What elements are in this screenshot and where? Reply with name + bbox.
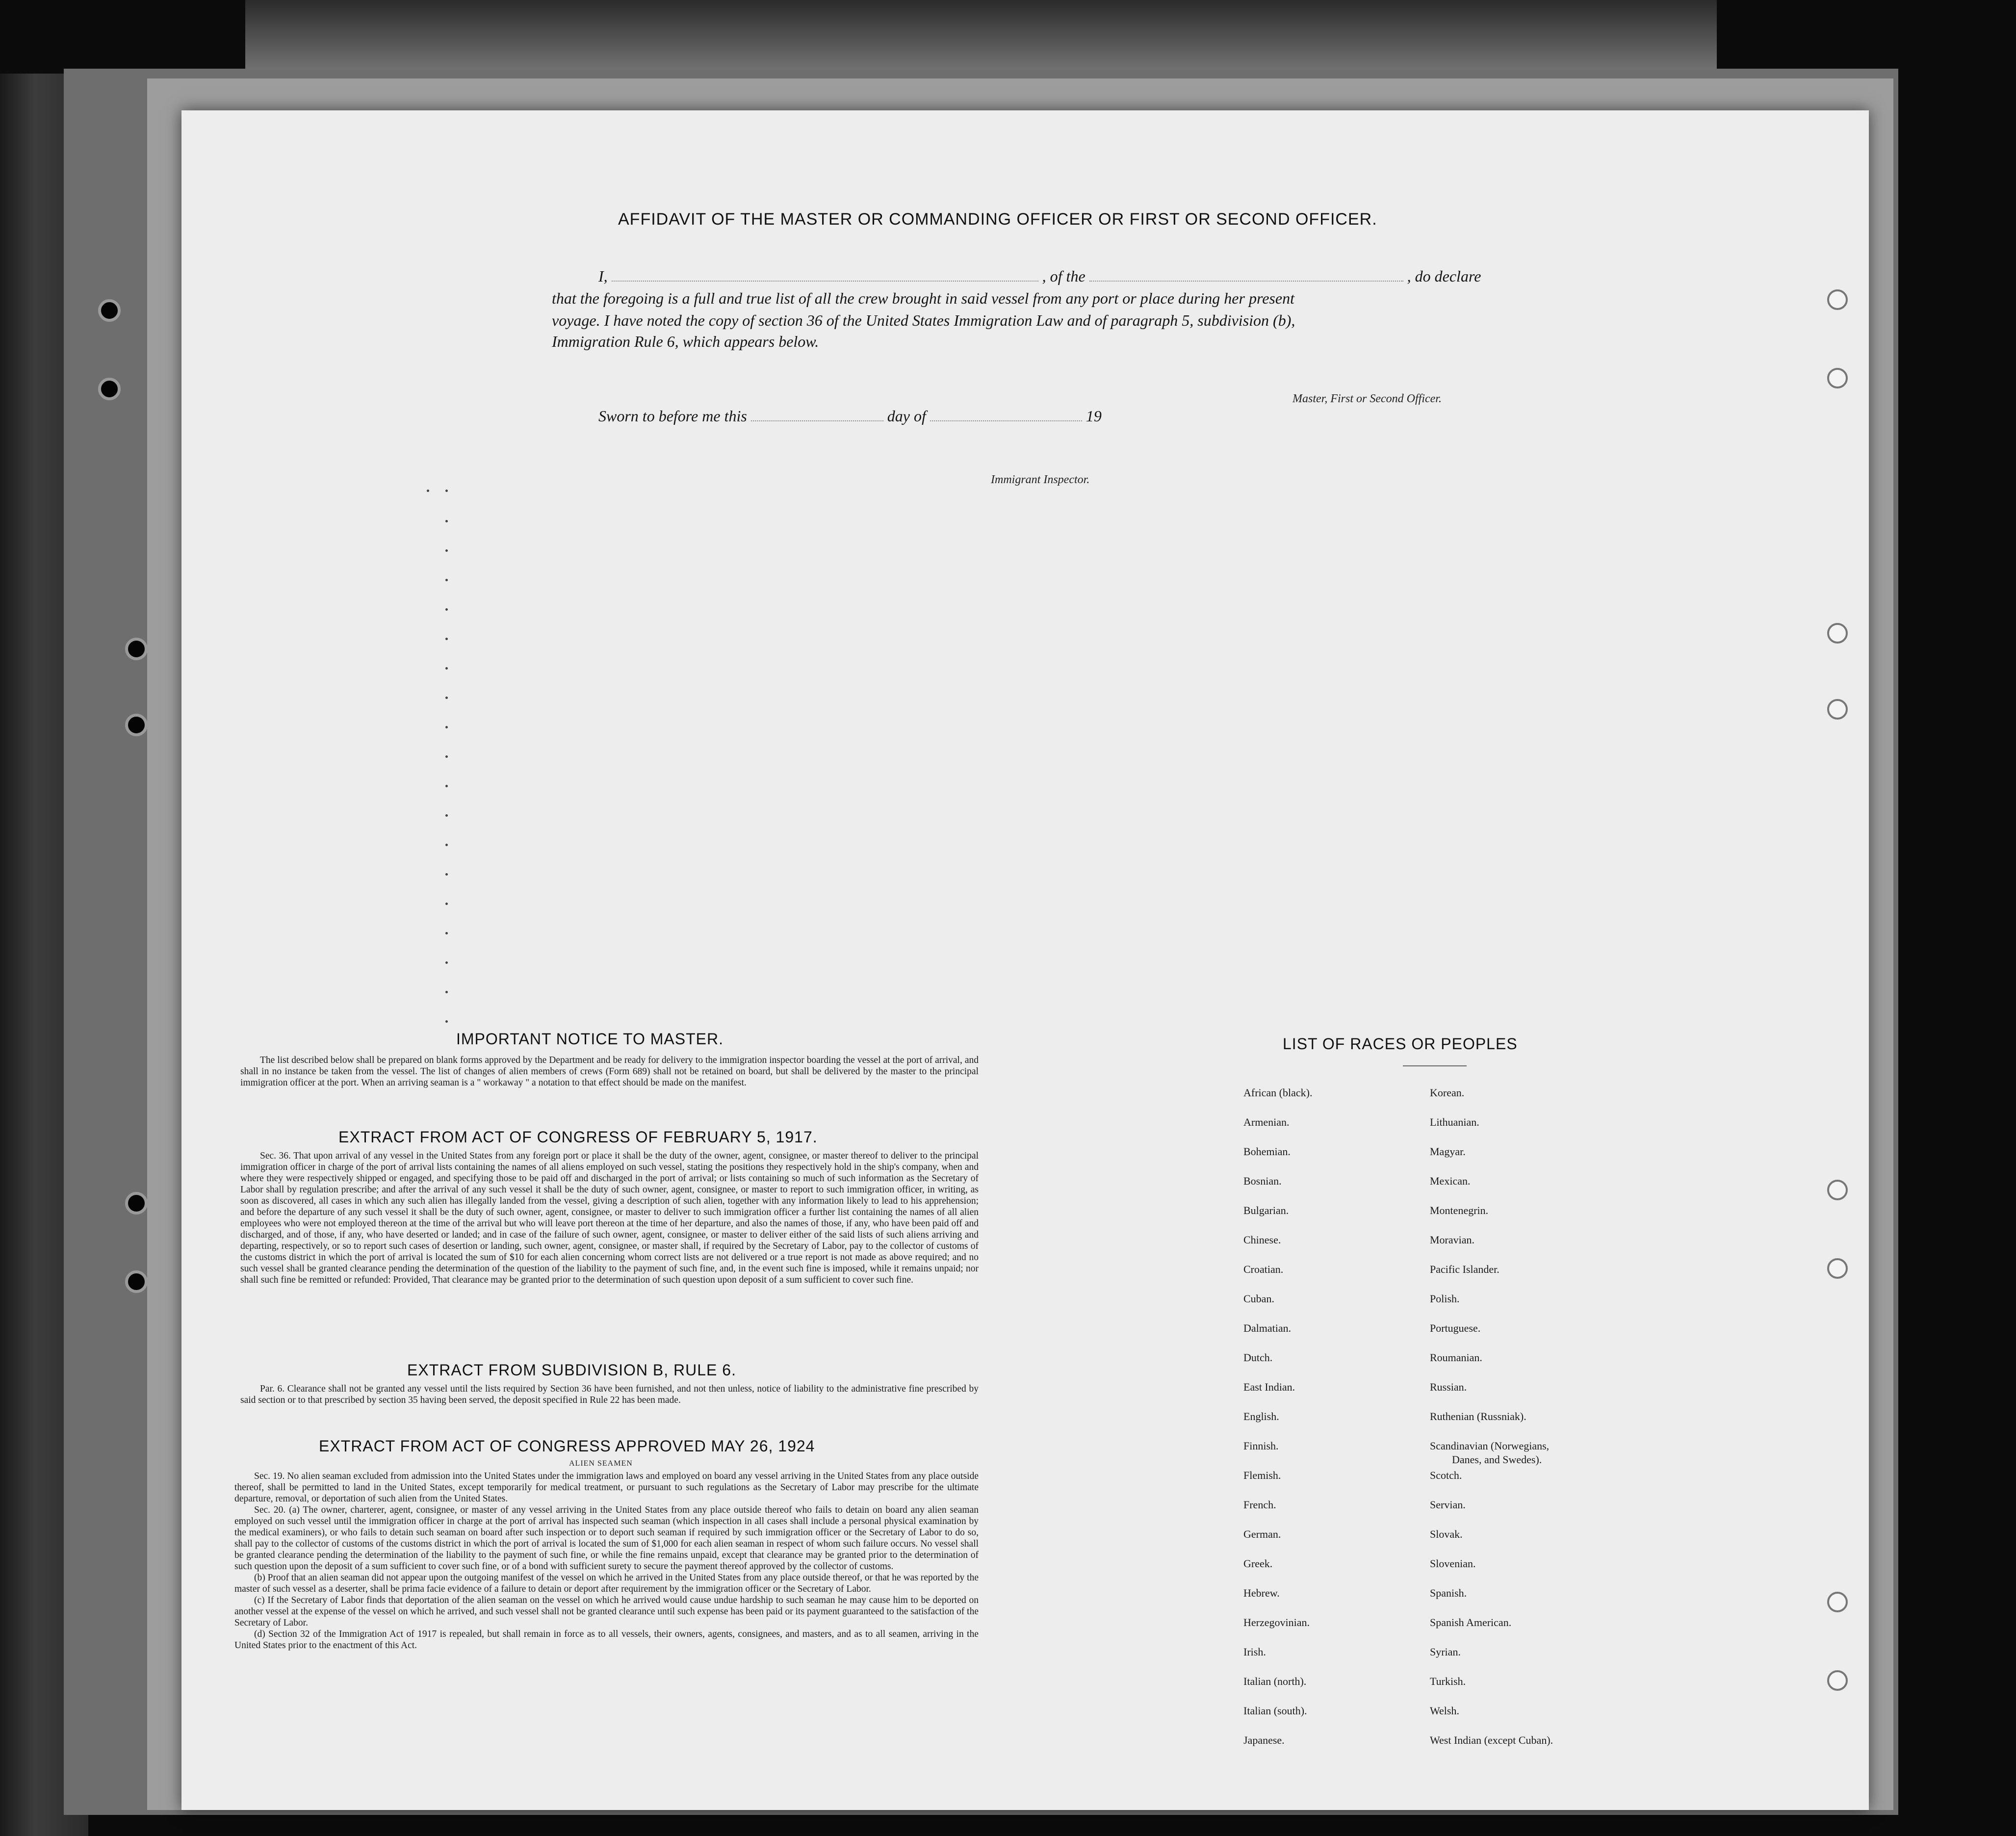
race-item: Moravian.	[1430, 1234, 1475, 1246]
race-item: Scandinavian (Norwegians,	[1430, 1440, 1550, 1452]
sworn-month-blank[interactable]	[930, 420, 1082, 421]
race-item: German.	[1243, 1528, 1281, 1540]
margin-dot	[445, 697, 448, 699]
sworn-label: Sworn to before me this	[598, 407, 747, 425]
race-item: Syrian.	[1430, 1646, 1461, 1658]
race-item: East Indian.	[1243, 1381, 1295, 1393]
race-item: Japanese.	[1243, 1734, 1285, 1746]
notice-paragraph: The list described below shall be prepared on blank forms approved by the Department and be ready for delivery to the immigration inspector boarding the vessel at the port of arrival, and shall in no instance be taken from the vessel. The list of changes of alien members of crews (Form 689) shall not be retained on board, but shall be delivered by the master to the principal immigration officer at the port. When an arriving seaman is a " workaway " a notation to that effect should be made on the manifest.	[240, 1055, 979, 1088]
race-item: Slovak.	[1430, 1528, 1463, 1540]
sec20a-paragraph: Sec. 20. (a) The owner, charterer, agent, consignee, or master of any vessel arriving in the United States from any place outside thereof who fails to detain on board any alien seaman employed on such vessel until the immigration officer in charge at the port of arrival has inspected such seaman (which inspection in all cases shall include a personal physical examination by the medical examiners), or who fails to detain such seaman on board after such inspection or to deport such seaman if required by such immigration officer or the Secretary of Labor to do so, shall pay to the collector of customs of the customs district in which the port of arrival is located the sum of $1,000 for each alien seaman in respect of whom such failure occurs. No vessel shall be granted clearance pending the determination of the liability to the payment of such fine, or while the fine remains unpaid, except that clearance may be granted prior to the determination of such question upon the deposit of a sum sufficient to cover such fine, or of a bond with sufficient surety to secure the payment thereof approved by the collector of customs.	[234, 1505, 979, 1572]
race-item: Italian (south).	[1243, 1705, 1307, 1717]
binder-hole-icon	[125, 714, 148, 736]
margin-dot	[445, 844, 448, 846]
master-signature-label: Master, First or Second Officer.	[1292, 392, 1442, 405]
race-item: Turkish.	[1430, 1675, 1466, 1687]
vessel-blank[interactable]	[1089, 280, 1403, 282]
of-the-label: , of the	[1042, 267, 1086, 285]
race-item: African (black).	[1243, 1086, 1313, 1099]
race-item: Bohemian.	[1243, 1145, 1291, 1158]
race-item: Pacific Islander.	[1430, 1263, 1499, 1275]
margin-dot	[445, 579, 448, 581]
race-item: Greek.	[1243, 1557, 1273, 1570]
margin-dot	[427, 490, 429, 492]
margin-dot	[445, 549, 448, 552]
margin-dot	[445, 490, 448, 492]
extract-1917-text	[240, 1150, 979, 1286]
race-item: Armenian.	[1243, 1116, 1290, 1128]
sec19-paragraph: Sec. 19. No alien seaman excluded from admission into the United States under the immigration laws and employed on board any vessel arriving in the United States from any place outside thereof, shall be permitted to land in the United States, except temporarily for medical treatment, or pursuant to such regulations as the Secretary of Labor may prescribe for the ultimate departure, removal, or deportation of such alien from the United States.	[234, 1471, 979, 1504]
affidavit-line-1	[598, 267, 1481, 285]
race-item: Italian (north).	[1243, 1675, 1307, 1687]
margin-dot	[445, 814, 448, 817]
name-blank[interactable]	[612, 280, 1038, 282]
extract-rule6-paragraph: Par. 6. Clearance shall not be granted any vessel until the lists required by Section 36 have been furnished, and not then unless, notice of liability to the administrative fine prescribed by said section or to that prescribed by section 35 having been served, the deposit specified in Rule 22 has been made.	[240, 1384, 979, 1405]
extract-rule6-title: EXTRACT FROM SUBDIVISION B, RULE 6.	[407, 1361, 736, 1379]
margin-dot	[445, 520, 448, 522]
binder-hole-icon	[125, 638, 148, 660]
alien-seamen-subtitle: ALIEN SEAMEN	[569, 1459, 633, 1468]
sec20c-paragraph: (c) If the Secretary of Labor finds that deportation of the alien seaman on the vessel on which he arrived would cause undue hardship to such seaman he may cause him to be deported on another vessel at the expense of the vessel on which he arrived, and such vessel shall not be granted clearance until such expense has been paid or its payment guaranteed to the satisfaction of the Secretary of Labor.	[234, 1595, 979, 1628]
margin-dot	[445, 873, 448, 876]
extract-1924-title: EXTRACT FROM ACT OF CONGRESS APPROVED MAY 26, 1924	[319, 1437, 815, 1455]
race-item: Roumanian.	[1430, 1351, 1482, 1364]
margin-dot	[445, 608, 448, 611]
race-item: Croatian.	[1243, 1263, 1284, 1275]
race-item: Herzegovinian.	[1243, 1616, 1310, 1629]
margin-dot	[445, 785, 448, 787]
race-item: Irish.	[1243, 1646, 1266, 1658]
race-item: Spanish American.	[1430, 1616, 1512, 1629]
affidavit-title: AFFIDAVIT OF THE MASTER OR COMMANDING OFFICER OR FIRST OR SECOND OFFICER.	[618, 210, 1377, 229]
race-item: Scotch.	[1430, 1469, 1462, 1481]
race-item: Servian.	[1430, 1499, 1466, 1511]
margin-dot	[445, 991, 448, 993]
binder-hole-icon	[125, 1270, 148, 1293]
inspector-signature-label: Immigrant Inspector.	[991, 473, 1090, 486]
race-item: English.	[1243, 1410, 1279, 1422]
notice-text	[240, 1055, 979, 1088]
punch-hole-icon	[1827, 1592, 1848, 1612]
punch-hole-icon	[1827, 1180, 1848, 1200]
race-item: Montenegrin.	[1430, 1204, 1489, 1216]
margin-dot	[445, 667, 448, 670]
year-label: 19	[1086, 407, 1102, 425]
race-item: Bosnian.	[1243, 1175, 1282, 1187]
race-item: Flemish.	[1243, 1469, 1281, 1481]
margin-dot	[445, 1020, 448, 1023]
affidavit-line-3: voyage. I have noted the copy of section 36 of the United States Immigration Law and of paragraph 5, subdivision (b),	[552, 311, 1295, 329]
day-of-label: day of	[887, 407, 926, 425]
race-item: West Indian (except Cuban).	[1430, 1734, 1553, 1746]
race-item: Russian.	[1430, 1381, 1467, 1393]
declare-label: , do declare	[1407, 267, 1481, 285]
binder-hole-icon	[125, 1192, 148, 1215]
affidavit-line-2: that the foregoing is a full and true list of all the crew brought in said vessel from any port or place during her present	[552, 289, 1294, 307]
race-item: Cuban.	[1243, 1293, 1274, 1305]
binder-hole-icon	[98, 299, 121, 322]
race-item: Dutch.	[1243, 1351, 1273, 1364]
margin-dot	[445, 726, 448, 728]
sec20d-paragraph: (d) Section 32 of the Immigration Act of 1917 is repealed, but shall remain in force as to all vessels, their owners, agents, consignees, and masters, and as to all seamen, arriving in the United States prior to the enactment of this Act.	[234, 1629, 979, 1651]
race-item: Ruthenian (Russniak).	[1430, 1410, 1526, 1422]
race-item: Spanish.	[1430, 1587, 1467, 1599]
margin-dot	[445, 932, 448, 934]
punch-hole-icon	[1827, 699, 1848, 720]
race-item: French.	[1243, 1499, 1276, 1511]
sec20b-paragraph: (b) Proof that an alien seaman did not appear upon the outgoing manifest of the vessel on which he arrived in the United States from any place outside thereof, or that he was reported by the master of such vessel as a deserter, shall be prima facie evidence of a failure to detain or deport after requirement by the immigration officer or the Secretary of Labor.	[234, 1573, 979, 1594]
binder-hole-icon	[98, 378, 121, 400]
race-item: Slovenian.	[1430, 1557, 1476, 1570]
margin-dot	[445, 961, 448, 964]
race-item: Finnish.	[1243, 1440, 1279, 1452]
sworn-line	[598, 407, 1102, 425]
margin-dot	[445, 755, 448, 758]
punch-hole-icon	[1827, 289, 1848, 310]
sworn-day-blank[interactable]	[751, 420, 883, 421]
punch-hole-icon	[1827, 1670, 1848, 1691]
race-item: Lithuanian.	[1430, 1116, 1479, 1128]
extract-1917-title: EXTRACT FROM ACT OF CONGRESS OF FEBRUARY 5, 1917.	[338, 1128, 818, 1146]
affidavit-line-4: Immigration Rule 6, which appears below.	[552, 333, 819, 350]
upper-sheet-edge	[245, 0, 1717, 78]
punch-hole-icon	[1827, 623, 1848, 644]
race-item: Magyar.	[1430, 1145, 1466, 1158]
race-item: Danes, and Swedes).	[1452, 1453, 1542, 1466]
races-title: LIST OF RACES OR PEOPLES	[1283, 1035, 1518, 1053]
notice-title: IMPORTANT NOTICE TO MASTER.	[456, 1030, 724, 1048]
punch-hole-icon	[1827, 368, 1848, 388]
race-item: Korean.	[1430, 1086, 1465, 1099]
race-item: Mexican.	[1430, 1175, 1471, 1187]
race-item: Welsh.	[1430, 1705, 1459, 1717]
race-item: Chinese.	[1243, 1234, 1281, 1246]
race-item: Dalmatian.	[1243, 1322, 1292, 1334]
race-item: Bulgarian.	[1243, 1204, 1289, 1216]
race-item: Polish.	[1430, 1293, 1460, 1305]
margin-dot	[445, 903, 448, 905]
races-title-rule	[1403, 1065, 1467, 1066]
extract-1917-paragraph: Sec. 36. That upon arrival of any vessel in the United States from any foreign port or place it shall be the duty of the owner, agent, consignee, or master thereof to deliver to the principal immigration officer in charge of the port of arrival lists containing the names of all aliens employed on such vessel, stating the positions they respectively hold in the ship's company, when and where they were respectively shipped or engaged, and specifying those to be paid off and discharged in the port of arrival; or lists containing so much of such information as the Secretary of Labor shall by regulation prescribe; and after the arrival of any such vessel it shall be the duty of such owner, agent, consignee, or master to report to such immigration officer, in writing, as soon as discovered, all cases in which any such alien has illegally landed from the vessel, giving a description of such alien, together with any information likely to lead to his apprehension; and before the departure of any such vessel it shall be the duty of such owner, agent, consignee, or master to deliver to such immigration officer a further list containing the names of all alien employees who were not employed thereon at the time of the arrival but who will leave port thereon at the time of her departure, and also the names of those, if any, who have been paid off and discharged, and of those, if any, who have deserted or landed; and in case of the failure of such owner, agent, consignee, or master to deliver either of the said lists of such aliens arriving and departing, respectively, or so to report such cases of desertion or landing, such owner, agent, consignee, or master shall, if required by the Secretary of Labor, pay to the collector of customs of the customs district in which the port of arrival is located the sum of $10 for each alien concerning whom correct lists are not delivered or a true report is not made as above required; and no such vessel shall be granted clearance pending the determination of the question of the liability to the payment of such fine, and, in the event such fine is imposed, while it remains unpaid; nor shall such fine be remitted or refunded: Provided, That clearance may be granted prior to the determination of such question upon deposit of a sum sufficient to cover such fine.	[240, 1151, 979, 1285]
race-item: Portuguese.	[1430, 1322, 1481, 1334]
race-item: Hebrew.	[1243, 1587, 1280, 1599]
affidavit-i: I,	[598, 267, 608, 285]
margin-dot	[445, 638, 448, 640]
extract-rule6-text	[240, 1383, 979, 1406]
extract-1924-text	[234, 1471, 979, 1651]
punch-hole-icon	[1827, 1258, 1848, 1279]
